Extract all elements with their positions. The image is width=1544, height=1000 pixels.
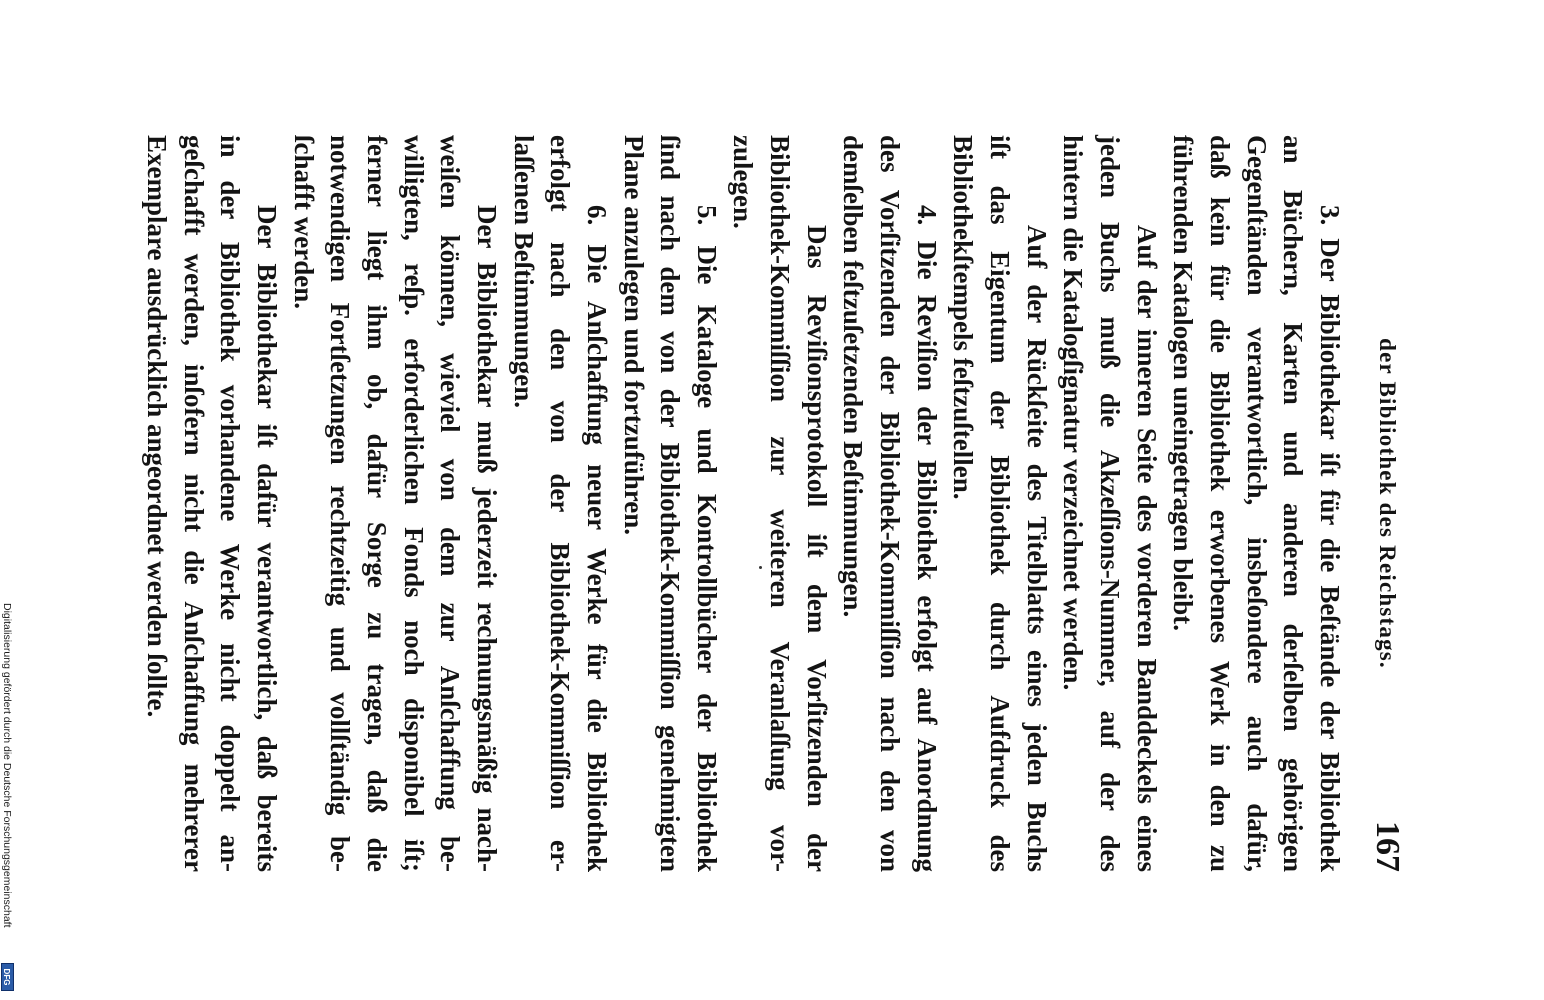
text-line: Bibliothek-Kommiſſion zur weiteren Veranlaſſung vor- [765,135,796,872]
text-line: jeden Buchs muß die Akzeſſions-Nummer, auf der des [1095,135,1126,872]
text-line: demſelben feſtzuſetzenden Beſtimmungen. [838,135,869,618]
text-line: Das Reviſionsprotokoll iſt dem Vorſitzenden der [801,225,832,872]
text-line: zulegen. [728,135,759,229]
text-line: weiſen können, wieviel von dem zur Anſchaffung be- [435,135,466,872]
text-line: Gegenſtänden verantwortlich, insbeſondere auch dafür, [1241,135,1272,872]
text-line: Der Bibliothekar muß jederzeit rechnungsmäßig nach- [471,205,502,872]
running-head-title: der Bibliothek des Reichstags. [1375,338,1400,669]
digitization-footer [0,603,14,995]
text-line: 4. Die Reviſion der Bibliothek erfolgt auf Anordnung [911,205,942,872]
text-line: daß kein für die Bibliothek erworbenes Werk in den zu [1205,135,1236,872]
page-number: 167 [1369,821,1406,872]
dfg-logo: DFG [1,963,14,991]
text-line: 6. Die Anſchaffung neuer Werke für die Bibliothek [581,205,612,872]
text-line: an Büchern, Karten und anderen derſelben gehörigen [1278,135,1309,872]
text-line: Auf der Rückſeite des Titelblatts eines jeden Buchs [1021,225,1052,872]
text-line: hintern die Katalogſignatur verzeichnet werden. [1058,135,1089,691]
text-line: Exemplare ausdrücklich angeordnet werden ſollte. [142,135,172,718]
text-line: 3. Der Bibliothekar iſt für die Beſtände der Bibliothek [1315,205,1345,872]
text-line: 5. Die Kataloge und Kontrollbücher der Bibliothek [691,205,722,872]
text-line: Der Bibliothekar iſt dafür verantwortlich, daß bereits [251,205,282,872]
text-line: notwendigen Fortſetzungen rechtzeitig und vollſtändig be- [325,135,356,872]
text-line: Bibliothekſtempels feſtzuſtellen. [948,135,979,500]
text-line: ſind nach dem von der Bibliothek-Kommiſſion genehmigten [655,135,686,872]
text-line: erfolgt nach den von der Bibliothek-Kommiſſion er- [545,135,576,872]
digitization-credit: Digitalisierung gefördert durch die Deutsche Forschungsgemeinschaft [1,603,13,928]
text-line: geſchafft werden, inſofern nicht die Anſchaffung mehrerer [178,135,209,872]
page-body-text [138,135,1348,872]
text-line: iſt das Eigentum der Bibliothek durch Aufdruck des [985,135,1016,872]
text-line: laſſenen Beſtimmungen. [508,135,539,409]
running-head [1368,135,1406,872]
text-line: führenden Katalogen uneingetragen bleibt. [1168,135,1199,632]
text-line: Plane anzulegen und fortzuführen. [618,135,649,536]
text-line: ferner liegt ihm ob, dafür Sorge zu tragen, daß die [361,135,392,872]
text-line: willigten, reſp. erforderlichen Fonds noch disponibel iſt; [398,135,429,872]
text-line: in der Bibliothek vorhandene Werke nicht doppelt an- [215,135,246,872]
text-line: ſchafft werden. [288,135,319,309]
scan-speck [759,566,762,569]
text-line: Auf der inneren Seite des vorderen Banddeckels eines [1131,225,1162,872]
text-line: des Vorſitzenden der Bibliothek-Kommiſſion nach den von [875,135,906,872]
